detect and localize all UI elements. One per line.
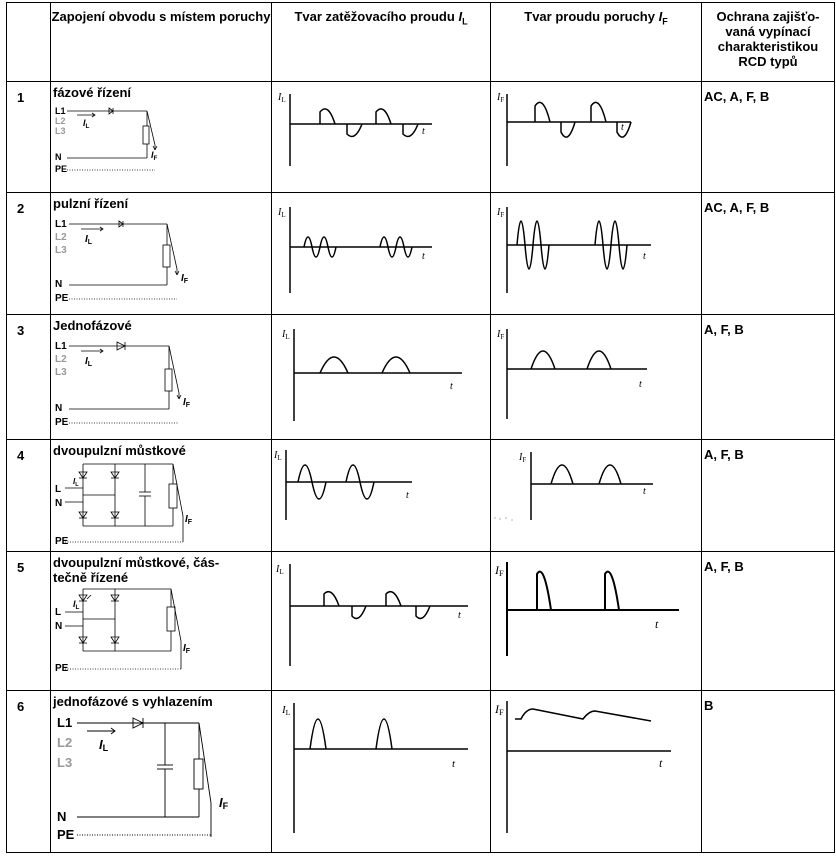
subscript: F	[185, 648, 191, 655]
circuit-title: pulzní řízení	[53, 196, 129, 211]
axis-if: $I_F$	[497, 92, 505, 104]
circuit-title: Jednofázové	[53, 318, 132, 333]
axis-t: t	[422, 126, 425, 137]
row-number: 6	[7, 691, 51, 853]
axis-t: t	[643, 251, 646, 262]
axis-il: $I_L$	[278, 92, 286, 104]
label-il: $I_L$	[73, 599, 80, 611]
label-pe: PE	[57, 827, 75, 842]
header-fault-sub: F	[662, 16, 668, 27]
fault-current-graph	[491, 691, 702, 853]
header-load-text: Tvar zatěžovacího proudu	[294, 9, 455, 24]
fault-current-graph	[491, 82, 702, 193]
label-l3: L3	[55, 367, 67, 378]
header-fault-text: Tvar proudu poruchy	[524, 9, 655, 24]
header-fault-current	[491, 3, 702, 82]
header-fault-symbol: I	[658, 9, 663, 24]
axis-il: IL	[282, 704, 291, 717]
circuit-cell	[51, 315, 272, 440]
label-n: N	[55, 279, 63, 290]
fault-current-graph	[491, 440, 702, 552]
header-load-sub: L	[462, 16, 468, 27]
protection-cell: A, F, B	[702, 552, 835, 691]
row-number: 2	[7, 193, 51, 315]
circuit-cell	[51, 440, 272, 552]
protection-cell: B	[702, 691, 835, 853]
subscript: L	[281, 211, 286, 219]
axis-il: $I_L$	[276, 564, 284, 576]
subscript: L	[75, 482, 79, 488]
protection-cell: A, F, B	[702, 440, 835, 552]
row-number: 5	[7, 552, 51, 691]
circuit-diagram	[53, 585, 267, 689]
circuit-diagram	[53, 211, 267, 311]
subscript: F	[187, 519, 193, 526]
axis-t: t	[452, 758, 456, 770]
label-il: $I_L$	[83, 118, 90, 130]
subscript: L	[87, 239, 93, 246]
load-current-graph	[272, 82, 491, 193]
label-if: $I_F$	[181, 273, 189, 285]
table-row	[7, 82, 835, 193]
subscript: F	[222, 801, 229, 811]
axis-il: $I_L$	[278, 207, 286, 219]
subscript: L	[85, 123, 90, 130]
label-l1: L1	[55, 219, 67, 230]
axis-t: t	[643, 486, 646, 497]
load-current-graph	[272, 193, 491, 315]
header-protection	[702, 3, 835, 82]
protection-cell: A, F, B	[702, 315, 835, 440]
fault-waveform	[491, 691, 701, 851]
axis-if: $I_F$	[519, 452, 527, 464]
axis-if: $I_F$	[497, 329, 505, 341]
label-il: $I_L$	[73, 477, 79, 488]
label-pe: PE	[55, 536, 69, 547]
fault-current-graph	[491, 552, 702, 691]
header-protection-text: Ochrana zajišťo-vaná vypínací charakteristikou RCD typů	[716, 9, 820, 69]
label-if: $I_F$	[185, 514, 193, 526]
circuit-title: jednofázové s vyhlazením	[53, 694, 213, 709]
label-il: $I_L$	[85, 356, 93, 368]
subscript: L	[285, 333, 290, 341]
header-number	[7, 3, 51, 82]
load-waveform	[272, 315, 490, 437]
label-pe: PE	[55, 293, 69, 304]
subscript: L	[281, 96, 286, 104]
subscript: F	[499, 708, 504, 717]
table-row	[7, 193, 835, 315]
circuit-diagram	[53, 100, 267, 185]
axis-il: $I_L$	[282, 329, 290, 341]
fault-current-graph	[491, 315, 702, 440]
circuit-diagram	[53, 709, 267, 847]
subscript: L	[277, 454, 282, 462]
label-if: $I_F$	[183, 643, 191, 655]
label-l: L	[55, 607, 62, 618]
subscript: F	[500, 96, 505, 104]
axis-t: t	[458, 610, 461, 621]
load-waveform	[272, 552, 490, 688]
header-row	[7, 3, 835, 82]
label-l1: L1	[57, 715, 73, 730]
axis-if: $I_F$	[497, 207, 505, 219]
axis-t: t	[621, 122, 624, 133]
subscript: F	[185, 402, 191, 409]
axis-t: t	[450, 381, 453, 392]
load-waveform	[272, 691, 490, 851]
circuit-cell	[51, 691, 272, 853]
label-l2: L2	[55, 232, 67, 243]
subscript: F	[522, 456, 527, 464]
load-waveform	[272, 82, 490, 192]
label-l2: L2	[55, 116, 66, 126]
subscript: L	[75, 604, 80, 611]
subscript: F	[183, 278, 189, 285]
subscript: F	[499, 569, 504, 578]
row-number: 4	[7, 440, 51, 552]
subscript: F	[500, 333, 505, 341]
axis-t: t	[655, 617, 659, 631]
load-current-graph	[272, 440, 491, 552]
label-pe: PE	[55, 663, 69, 674]
table-row	[7, 315, 835, 440]
label-l3: L3	[55, 245, 67, 256]
label-if: $I_F$	[151, 150, 158, 162]
axis-t: t	[406, 490, 409, 501]
subscript: L	[285, 708, 291, 717]
fault-waveform	[491, 82, 701, 192]
axis-t: t	[422, 251, 425, 262]
circuit-title: dvoupulzní můstkové, čás-tečně řízené	[53, 555, 220, 585]
subscript: F	[500, 211, 505, 219]
fault-waveform	[491, 440, 701, 550]
subscript: L	[102, 743, 109, 753]
subscript: L	[87, 361, 93, 368]
label-l2: L2	[57, 735, 73, 750]
label-l3: L3	[57, 755, 73, 770]
circuit-cell	[51, 193, 272, 315]
table-row	[7, 552, 835, 691]
fault-waveform	[491, 315, 701, 437]
label-il: $I_L$	[85, 234, 93, 246]
load-current-graph	[272, 315, 491, 440]
label-pe: PE	[55, 417, 69, 428]
header-load-current	[272, 3, 491, 82]
header-load-symbol: I	[458, 9, 463, 24]
label-n: N	[57, 809, 67, 824]
circuit-cell	[51, 82, 272, 193]
label-n: N	[55, 403, 63, 414]
label-l1: L1	[55, 106, 66, 116]
header-circuit	[51, 3, 272, 82]
label-if: IF	[219, 795, 229, 811]
circuit-cell	[51, 552, 272, 691]
subscript: L	[279, 568, 284, 576]
label-n: N	[55, 621, 63, 632]
header-circuit-text: Zapojení obvodu s místem poruchy	[51, 9, 271, 24]
circuit-title: dvoupulzní můstkové	[53, 443, 186, 458]
label-if: $I_F$	[183, 397, 191, 409]
load-current-graph	[272, 552, 491, 691]
label-l1: L1	[55, 341, 67, 352]
load-current-graph	[272, 691, 491, 853]
axis-if: IF	[495, 563, 504, 578]
row-number: 1	[7, 82, 51, 193]
axis-il: $I_L$	[274, 450, 282, 462]
label-n: N	[55, 498, 63, 509]
load-waveform	[272, 440, 490, 550]
protection-cell: AC, A, F, B	[702, 82, 835, 193]
label-pe: PE	[55, 164, 68, 174]
axis-if: IF	[495, 702, 504, 717]
label-l: L	[55, 484, 62, 495]
circuit-diagram	[53, 458, 267, 550]
label-il: IL	[99, 737, 109, 753]
fault-waveform	[491, 552, 701, 688]
subscript: F	[153, 155, 158, 162]
circuit-title: fázové řízení	[53, 85, 132, 100]
label-l3: L3	[55, 126, 66, 136]
fault-current-graph	[491, 193, 702, 315]
table-row	[7, 440, 835, 552]
label-l2: L2	[55, 354, 67, 365]
rcd-table	[6, 2, 835, 853]
load-waveform	[272, 193, 490, 313]
axis-t: t	[639, 379, 642, 390]
table-row	[7, 691, 835, 853]
fault-waveform	[491, 193, 701, 313]
axis-t: t	[659, 756, 663, 770]
circuit-diagram	[53, 333, 267, 437]
protection-cell: AC, A, F, B	[702, 193, 835, 315]
label-n: N	[55, 152, 62, 162]
row-number: 3	[7, 315, 51, 440]
